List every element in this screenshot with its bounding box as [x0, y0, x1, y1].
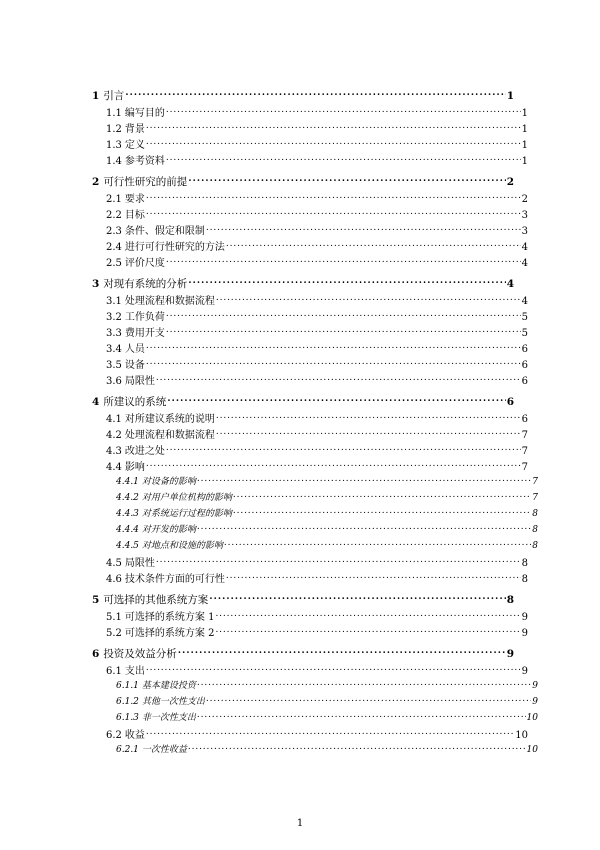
toc-entry-number: 1.4 — [106, 156, 122, 167]
toc-dot-leader — [216, 294, 521, 304]
toc-dot-leader — [226, 572, 521, 582]
toc-entry-number: 1.2 — [106, 124, 122, 135]
toc-entry-number: 4.1 — [106, 414, 122, 425]
toc-entry-page: 8 — [532, 541, 538, 551]
toc-entry-number: 3.4 — [106, 344, 122, 355]
toc-entry-page: 9 — [521, 628, 528, 639]
toc-entry-number: 4.4.2 — [116, 493, 139, 503]
toc-entry-page: 7 — [521, 446, 528, 457]
toc-entry-number: 3.2 — [106, 312, 122, 323]
toc-entry-number: 6.1.3 — [116, 713, 139, 723]
toc-entry[interactable] — [92, 276, 514, 292]
toc-entry-title: 要求 — [124, 194, 145, 205]
toc-entry-page: 10 — [515, 730, 528, 741]
toc-entry-title: 背景 — [124, 124, 145, 135]
toc-dot-leader — [166, 106, 521, 116]
toc-dot-leader — [146, 208, 521, 218]
toc-entry[interactable] — [92, 88, 514, 104]
toc-entry-page: 4 — [521, 242, 528, 253]
toc-entry-page: 1 — [521, 108, 528, 119]
toc-entry[interactable] — [92, 570, 528, 586]
toc-dot-leader — [166, 444, 521, 454]
toc-entry-title: 参考资料 — [124, 156, 165, 167]
toc-entry[interactable] — [92, 624, 528, 640]
toc-entry-title: 设备 — [124, 360, 145, 371]
toc-dot-leader — [215, 610, 520, 620]
toc-entry-title: 引言 — [103, 90, 125, 102]
toc-entry-title: 可行性研究的前提 — [103, 176, 188, 188]
toc-entry-number: 5.2 — [106, 628, 122, 639]
toc-entry-title: 对用户单位机构的影响 — [141, 493, 232, 503]
toc-dot-leader — [215, 626, 520, 636]
toc-entry[interactable] — [92, 356, 528, 372]
toc-entry-page: 4 — [521, 258, 528, 269]
toc-entry-number: 5 — [92, 594, 100, 606]
toc-dot-leader — [206, 695, 531, 704]
toc-entry-number: 3.5 — [106, 360, 122, 371]
toc-entry-number: 6.2.1 — [116, 745, 139, 755]
toc-entry-number: 1 — [92, 90, 100, 102]
toc-entry[interactable] — [92, 394, 514, 410]
toc-dot-leader — [146, 728, 514, 738]
toc-entry[interactable] — [92, 340, 528, 356]
toc-entry-number: 2.2 — [106, 210, 122, 221]
toc-entry-page: 4 — [521, 296, 528, 307]
toc-entry-title: 改进之处 — [124, 446, 165, 457]
toc-entry-number: 2 — [92, 176, 100, 188]
toc-entry-page: 7 — [532, 493, 538, 503]
toc-entry[interactable] — [92, 554, 528, 570]
toc-entry-title: 一次性收益 — [141, 745, 187, 755]
toc-entry-title: 定义 — [124, 140, 145, 151]
toc-entry-page: 3 — [521, 226, 528, 237]
toc-entry-number: 6.1.2 — [116, 697, 139, 707]
toc-entry-number: 4.2 — [106, 430, 122, 441]
page-number: 1 — [296, 818, 304, 829]
toc-entry-title: 条件、假定和限制 — [124, 226, 205, 237]
toc-dot-leader — [233, 507, 531, 516]
toc-entry[interactable] — [92, 726, 528, 742]
toc-dot-leader — [166, 256, 521, 266]
toc-entry-page: 10 — [526, 745, 538, 755]
toc-dot-leader — [146, 192, 521, 202]
toc-entry-page: 8 — [532, 525, 538, 535]
toc-entry-number: 3 — [92, 278, 100, 290]
toc-entry[interactable] — [92, 324, 528, 340]
toc-entry-page: 4 — [506, 278, 514, 290]
toc-entry-page: 9 — [532, 697, 538, 707]
toc-entry-page: 9 — [521, 612, 528, 623]
toc-entry-page: 10 — [526, 713, 538, 723]
toc-entry-page: 8 — [521, 558, 528, 569]
toc-entry-page: 9 — [532, 681, 538, 691]
toc-entry[interactable] — [92, 474, 538, 490]
toc-dot-leader — [156, 374, 521, 384]
toc-entry-page: 7 — [521, 430, 528, 441]
toc-entry[interactable] — [92, 458, 528, 474]
toc-entry-page: 1 — [521, 124, 528, 135]
toc-entry-page: 2 — [506, 176, 514, 188]
toc-entry[interactable] — [92, 490, 538, 506]
toc-dot-leader — [216, 428, 521, 438]
toc-entry-title: 编写目的 — [124, 108, 165, 119]
toc-entry-page: 8 — [532, 509, 538, 519]
toc-entry[interactable] — [92, 678, 538, 694]
toc-entry-page: 1 — [521, 156, 528, 167]
toc-entry-page: 7 — [521, 462, 528, 473]
toc-entry-number: 2.5 — [106, 258, 122, 269]
toc-dot-leader — [146, 358, 521, 368]
toc-entry[interactable] — [92, 646, 514, 662]
toc-entry-title: 局限性 — [124, 376, 155, 387]
toc-entry-title: 影响 — [124, 462, 145, 473]
toc-dot-leader — [209, 593, 505, 604]
toc-entry-page: 6 — [521, 360, 528, 371]
toc-entry-page: 6 — [506, 396, 514, 408]
toc-dot-leader — [146, 664, 521, 674]
toc-entry-title: 可选择的系统方案 2 — [124, 628, 215, 639]
toc-entry[interactable] — [92, 152, 528, 168]
toc-entry-number: 3.1 — [106, 296, 122, 307]
toc-entry-number: 2.1 — [106, 194, 122, 205]
toc-entry-number: 4.4 — [106, 462, 122, 473]
toc-entry-title: 评价尺度 — [124, 258, 165, 269]
toc-dot-leader — [224, 539, 531, 548]
toc-dot-leader — [146, 342, 521, 352]
toc-entry[interactable] — [92, 426, 528, 442]
toc-entry[interactable] — [92, 522, 538, 538]
toc-dot-leader — [178, 647, 506, 658]
toc-entry-title: 对设备的影响 — [141, 477, 196, 487]
toc-entry-title: 技术条件方面的可行性 — [124, 574, 225, 585]
toc-entry-page: 8 — [521, 574, 528, 585]
toc-entry-title: 其他一次性支出 — [141, 697, 205, 707]
toc-entry-number: 3.3 — [106, 328, 122, 339]
toc-entry[interactable] — [92, 238, 528, 254]
toc-dot-leader — [197, 475, 531, 484]
toc-entry-title: 投资及效益分析 — [103, 648, 177, 660]
toc-entry-page: 5 — [521, 312, 528, 323]
toc-dot-leader — [188, 277, 505, 288]
toc-entry[interactable] — [92, 254, 528, 270]
toc-dot-leader — [188, 175, 505, 186]
toc-entry-page: 7 — [532, 477, 538, 487]
toc-entry[interactable] — [92, 410, 528, 426]
toc-entry-title: 对开发的影响 — [141, 525, 196, 535]
toc-entry-number: 2.3 — [106, 226, 122, 237]
toc-entry[interactable] — [92, 120, 528, 136]
toc-entry[interactable] — [92, 442, 528, 458]
toc-entry-number: 6 — [92, 648, 100, 660]
toc-entry[interactable] — [92, 710, 538, 726]
toc-entry-page: 1 — [506, 90, 514, 102]
toc-entry[interactable] — [92, 694, 538, 710]
toc-entry-number: 4 — [92, 396, 100, 408]
toc-entry-title: 处理流程和数据流程 — [124, 430, 215, 441]
toc-entry[interactable] — [92, 506, 538, 522]
toc-entry-page: 8 — [506, 594, 514, 606]
toc-entry-title: 局限性 — [124, 558, 155, 569]
toc-entry[interactable] — [92, 608, 528, 624]
toc-entry-number: 4.4.5 — [116, 541, 139, 551]
toc-entry-number: 6.1.1 — [116, 681, 139, 691]
toc-entry[interactable] — [92, 104, 528, 120]
toc-entry-number: 4.5 — [106, 558, 122, 569]
toc-entry-title: 对所建议系统的说明 — [124, 414, 215, 425]
toc-entry-title: 可选择的系统方案 1 — [124, 612, 215, 623]
toc-dot-leader — [166, 326, 521, 336]
toc-dot-leader — [125, 89, 505, 100]
toc-dot-leader — [146, 138, 521, 148]
toc-entry-title: 目标 — [124, 210, 145, 221]
toc-entry[interactable] — [92, 372, 528, 388]
toc-dot-leader — [206, 224, 521, 234]
toc-entry[interactable] — [92, 538, 538, 554]
toc-entry-title: 可选择的其他系统方案 — [103, 594, 209, 606]
toc-dot-leader — [197, 711, 526, 720]
toc-entry-number: 1.1 — [106, 108, 122, 119]
toc-entry-number: 3.6 — [106, 376, 122, 387]
toc-dot-leader — [166, 310, 521, 320]
toc-entry-number: 6.1 — [106, 666, 122, 677]
toc-entry-page: 9 — [521, 666, 528, 677]
toc-dot-leader — [233, 491, 531, 500]
toc-entry[interactable] — [92, 662, 528, 678]
toc-entry[interactable] — [92, 308, 528, 324]
toc-dot-leader — [188, 743, 526, 752]
toc-entry-page: 6 — [521, 376, 528, 387]
toc-entry-title: 处理流程和数据流程 — [124, 296, 215, 307]
toc-dot-leader — [197, 679, 531, 688]
toc-entry-number: 4.4.1 — [116, 477, 139, 487]
toc-entry-title: 对地点和设施的影响 — [141, 541, 223, 551]
toc-entry-title: 基本建设投资 — [141, 681, 196, 691]
toc-entry-title: 非一次性支出 — [141, 713, 196, 723]
toc-entry[interactable] — [92, 174, 514, 190]
toc-entry-title: 支出 — [124, 666, 145, 677]
toc-entry[interactable] — [92, 190, 528, 206]
toc-entry-title: 所建议的系统 — [103, 396, 167, 408]
toc-entry-title: 费用开支 — [124, 328, 165, 339]
toc-entry[interactable] — [92, 206, 528, 222]
toc-entry[interactable] — [92, 136, 528, 152]
toc-entry-page: 2 — [521, 194, 528, 205]
toc-entry-page: 9 — [506, 648, 514, 660]
toc-dot-leader — [156, 556, 521, 566]
toc-entry-number: 4.4.4 — [116, 525, 139, 535]
toc-entry-number: 2.4 — [106, 242, 122, 253]
toc-entry-page: 6 — [521, 344, 528, 355]
toc-dot-leader — [146, 122, 521, 132]
toc-entry[interactable] — [92, 592, 514, 608]
toc-entry-number: 1.3 — [106, 140, 122, 151]
toc-entry-page: 3 — [521, 210, 528, 221]
toc-entry[interactable] — [92, 222, 528, 238]
toc-entry[interactable] — [92, 742, 538, 758]
toc-dot-leader — [166, 154, 521, 164]
toc-entry-page: 6 — [521, 414, 528, 425]
toc-entry-title: 对系统运行过程的影响 — [141, 509, 232, 519]
toc-dot-leader — [167, 395, 505, 406]
toc-entry-number: 6.2 — [106, 730, 122, 741]
toc-entry-title: 人员 — [124, 344, 145, 355]
toc-entry-title: 对现有系统的分析 — [103, 278, 188, 290]
toc-dot-leader — [197, 523, 531, 532]
toc-entry-number: 4.4.3 — [116, 509, 139, 519]
toc-entry-page: 5 — [521, 328, 528, 339]
toc-entry-number: 4.6 — [106, 574, 122, 585]
toc-entry-number: 4.3 — [106, 446, 122, 457]
toc-entry-title: 进行可行性研究的方法 — [124, 242, 225, 253]
toc-entry-number: 5.1 — [106, 612, 122, 623]
toc-dot-leader — [216, 412, 521, 422]
toc-dot-leader — [226, 240, 521, 250]
toc-entry[interactable] — [92, 292, 528, 308]
table-of-contents — [92, 82, 538, 758]
toc-entry-title: 工作负荷 — [124, 312, 165, 323]
toc-dot-leader — [146, 460, 521, 470]
toc-entry-title: 收益 — [124, 730, 145, 741]
toc-entry-page: 1 — [521, 140, 528, 151]
